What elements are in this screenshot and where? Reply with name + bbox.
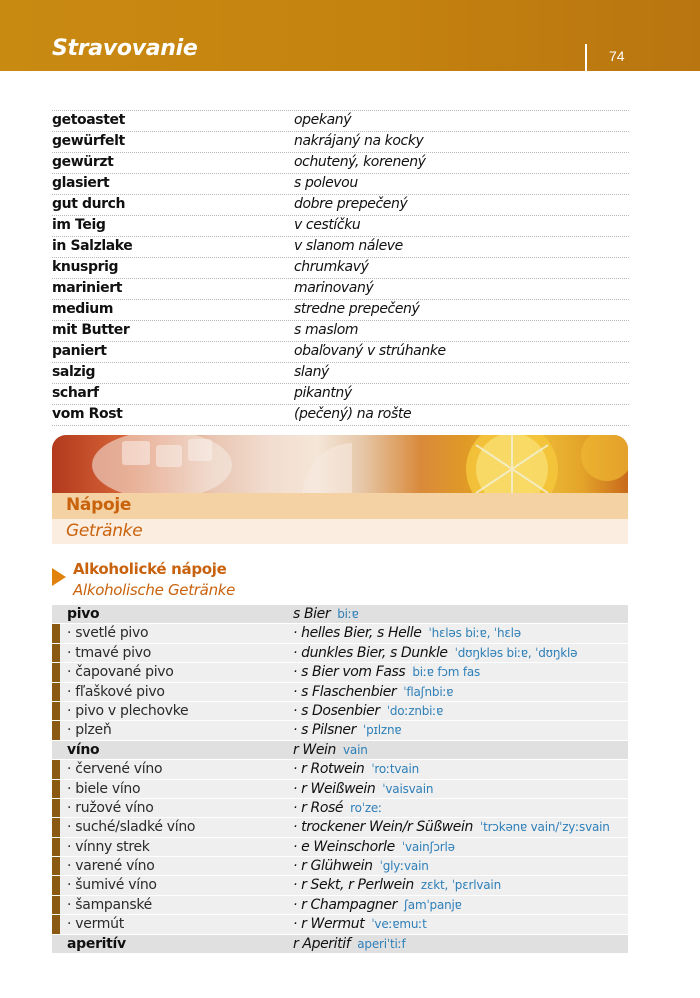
german-word: · r Sekt, r Perlwein (293, 877, 414, 894)
row-marker (52, 624, 60, 642)
pronunciation: ˈhɛləs biːɐ, ˈhɛlə (428, 626, 521, 641)
pronunciation: ˈdʊŋkləs biːɐ, ˈdʊŋklə (454, 645, 578, 660)
adjective-row (52, 278, 629, 299)
german-word: · r Weißwein (293, 780, 376, 797)
slovak-term: víno (67, 741, 100, 758)
pronunciation: aperiˈtiːf (357, 936, 406, 951)
slovak-term: · červené víno (67, 761, 163, 778)
row-marker (52, 876, 60, 894)
vocabulary-row (52, 818, 628, 837)
german-term: gut durch (52, 196, 126, 212)
adjective-row (52, 362, 629, 383)
slovak-term: · biele víno (67, 780, 141, 797)
german-translation (293, 839, 455, 855)
german-term: in Salzlake (52, 238, 133, 254)
row-marker (52, 838, 60, 856)
slovak-term: · ružové víno (67, 799, 154, 816)
vocabulary-row (52, 624, 628, 643)
pronunciation: roˈzeː (350, 800, 382, 815)
slovak-translation: v cestíčku (294, 217, 361, 233)
german-term: mariniert (52, 280, 122, 296)
german-term: knusprig (52, 259, 119, 275)
german-translation (293, 916, 427, 932)
german-term: scharf (52, 385, 99, 401)
vocabulary-row (52, 683, 628, 702)
pronunciation: ˈglyːvain (379, 859, 429, 874)
section-subheader (52, 519, 628, 544)
row-marker (52, 721, 60, 739)
vocabulary-row (52, 876, 628, 895)
adjective-row (52, 215, 629, 236)
subsection-title: Alkoholické nápoje (73, 560, 227, 578)
slovak-term: · suché/sladké víno (67, 819, 196, 836)
slovak-translation: pikantný (294, 385, 352, 401)
adjective-row (52, 236, 629, 257)
slovak-translation: chrumkavý (294, 259, 369, 275)
german-word: · e Weinschorle (293, 838, 395, 855)
play-arrow-icon (52, 568, 66, 586)
pronunciation: ˈvaisvain (382, 781, 434, 796)
german-translation (293, 606, 359, 622)
row-marker (52, 915, 60, 933)
drinks-photo-illustration (52, 435, 628, 493)
pronunciation: ˈroːtvain (371, 762, 419, 777)
slovak-term: · varené víno (67, 858, 155, 875)
slovak-translation: slaný (294, 364, 329, 380)
german-word: · r Champagner (293, 896, 397, 913)
slovak-translation: s polevou (294, 175, 358, 191)
vocabulary-row (52, 741, 628, 760)
german-translation (293, 781, 433, 797)
section-header (52, 493, 628, 519)
adjective-row (52, 383, 629, 404)
german-word: r Wein (293, 741, 337, 758)
row-marker (52, 818, 60, 836)
german-translation (293, 936, 405, 952)
slovak-translation: marinovaný (294, 280, 374, 296)
section-title: Nápoje (66, 495, 132, 515)
row-marker (52, 857, 60, 875)
pronunciation: ˈtrɔkənɐ vain/ˈzyːsvain (479, 820, 610, 835)
german-word: · helles Bier, s Helle (293, 625, 422, 642)
german-translation (293, 761, 419, 777)
german-word: · s Dosenbier (293, 702, 380, 719)
slovak-translation: stredne prepečený (294, 301, 420, 317)
german-term: glasiert (52, 175, 110, 191)
pronunciation: ˈvainʃɔrlə (401, 839, 455, 854)
slovak-translation: dobre prepečený (294, 196, 408, 212)
row-marker (52, 799, 60, 817)
german-translation (293, 858, 429, 874)
row-marker (52, 760, 60, 778)
german-word: r Aperitif (293, 935, 351, 952)
row-marker (52, 896, 60, 914)
german-term: vom Rost (52, 406, 123, 422)
slovak-translation: (pečený) na rošte (294, 406, 412, 422)
slovak-translation: v slanom náleve (294, 238, 403, 254)
german-translation (293, 645, 577, 661)
adjective-row (52, 173, 629, 194)
page-header (0, 0, 700, 71)
adjective-row (52, 110, 629, 131)
slovak-term: · svetlé pivo (67, 625, 149, 642)
slovak-translation: obaľovaný v strúhanke (294, 343, 446, 359)
slovak-term: · fľaškové pivo (67, 683, 165, 700)
slovak-term: · čapované pivo (67, 664, 174, 681)
german-word: · r Wermut (293, 916, 365, 933)
drinks-photo-banner (52, 435, 628, 493)
german-term: gewürfelt (52, 133, 125, 149)
german-translation (293, 703, 443, 719)
slovak-term: · vermút (67, 916, 124, 933)
adjective-row (52, 131, 629, 152)
vocabulary-row (52, 780, 628, 799)
german-word: · trockener Wein/r Süßwein (293, 819, 473, 836)
pronunciation: biːɐ (337, 607, 359, 621)
german-term: paniert (52, 343, 107, 359)
german-word: · s Flaschenbier (293, 683, 397, 700)
german-word: · dunkles Bier, s Dunkle (293, 644, 448, 661)
german-word: s Bier (293, 606, 331, 622)
row-marker (52, 644, 60, 662)
vocabulary-table (52, 605, 628, 954)
row-marker (52, 663, 60, 681)
german-word: · s Bier vom Fass (293, 664, 406, 681)
slovak-term: pivo (67, 606, 100, 622)
row-marker (52, 683, 60, 701)
german-translation (293, 742, 368, 758)
slovak-term: · plzeň (67, 722, 112, 739)
german-translation (293, 684, 453, 700)
pronunciation: ˈflaʃnbiːɐ (403, 684, 454, 699)
adjective-list (52, 110, 629, 426)
german-translation (293, 625, 521, 641)
adjective-row (52, 194, 629, 215)
german-translation (293, 800, 382, 816)
slovak-term: · pivo v plechovke (67, 702, 189, 719)
german-translation (293, 877, 501, 893)
adjective-row (52, 299, 629, 320)
vocabulary-row (52, 838, 628, 857)
german-word: · r Rosé (293, 799, 344, 816)
vocabulary-row (52, 915, 628, 934)
vocabulary-row (52, 644, 628, 663)
adjective-row (52, 404, 629, 426)
vocabulary-row (52, 935, 628, 954)
adjective-row (52, 257, 629, 278)
german-term: medium (52, 301, 114, 317)
german-translation (293, 664, 480, 680)
pronunciation: ʃamˈpanjɐ (403, 897, 462, 912)
german-term: im Teig (52, 217, 106, 233)
vocabulary-row (52, 721, 628, 740)
page-number: 74 (609, 48, 625, 64)
vocabulary-row (52, 702, 628, 721)
slovak-term: · vínny strek (67, 838, 150, 855)
german-word: · s Pilsner (293, 722, 357, 739)
slovak-translation: opekaný (294, 112, 352, 128)
vocabulary-row (52, 605, 628, 624)
german-translation (293, 819, 610, 835)
german-term: salzig (52, 364, 96, 380)
adjective-row (52, 152, 629, 173)
header-divider (585, 44, 587, 71)
slovak-term: · šampanské (67, 896, 152, 913)
pronunciation: ˈdoːznbiːɐ (386, 703, 444, 718)
pronunciation: biːɐ fɔm fas (412, 665, 481, 680)
slovak-translation: s maslom (294, 322, 359, 338)
pronunciation: zɛkt, ˈpɛrlvain (420, 878, 501, 893)
adjective-row (52, 320, 629, 341)
pronunciation: ˈveːɐmuːt (371, 917, 427, 932)
section-subtitle: Getränke (66, 521, 143, 541)
german-word: · r Glühwein (293, 858, 373, 875)
slovak-term: aperitív (67, 935, 126, 952)
vocabulary-row (52, 896, 628, 915)
row-marker (52, 702, 60, 720)
vocabulary-row (52, 857, 628, 876)
pronunciation: vain (343, 742, 368, 757)
slovak-translation: nakrájaný na kocky (294, 133, 424, 149)
vocabulary-row (52, 760, 628, 779)
vocabulary-row (52, 799, 628, 818)
german-translation (293, 722, 401, 738)
pronunciation: ˈpɪlznɐ (363, 723, 402, 738)
german-translation (293, 897, 462, 913)
german-term: gewürzt (52, 154, 114, 170)
chapter-title: Stravovanie (52, 36, 198, 61)
vocabulary-row (52, 663, 628, 682)
german-term: getoastet (52, 112, 125, 128)
subsection-subtitle: Alkoholische Getränke (73, 581, 236, 599)
slovak-term: · šumivé víno (67, 877, 157, 894)
adjective-row (52, 341, 629, 362)
german-word: · r Rotwein (293, 761, 365, 778)
slovak-term: · tmavé pivo (67, 644, 151, 661)
german-term: mit Butter (52, 322, 130, 338)
slovak-translation: ochutený, korenený (294, 154, 426, 170)
row-marker (52, 780, 60, 798)
